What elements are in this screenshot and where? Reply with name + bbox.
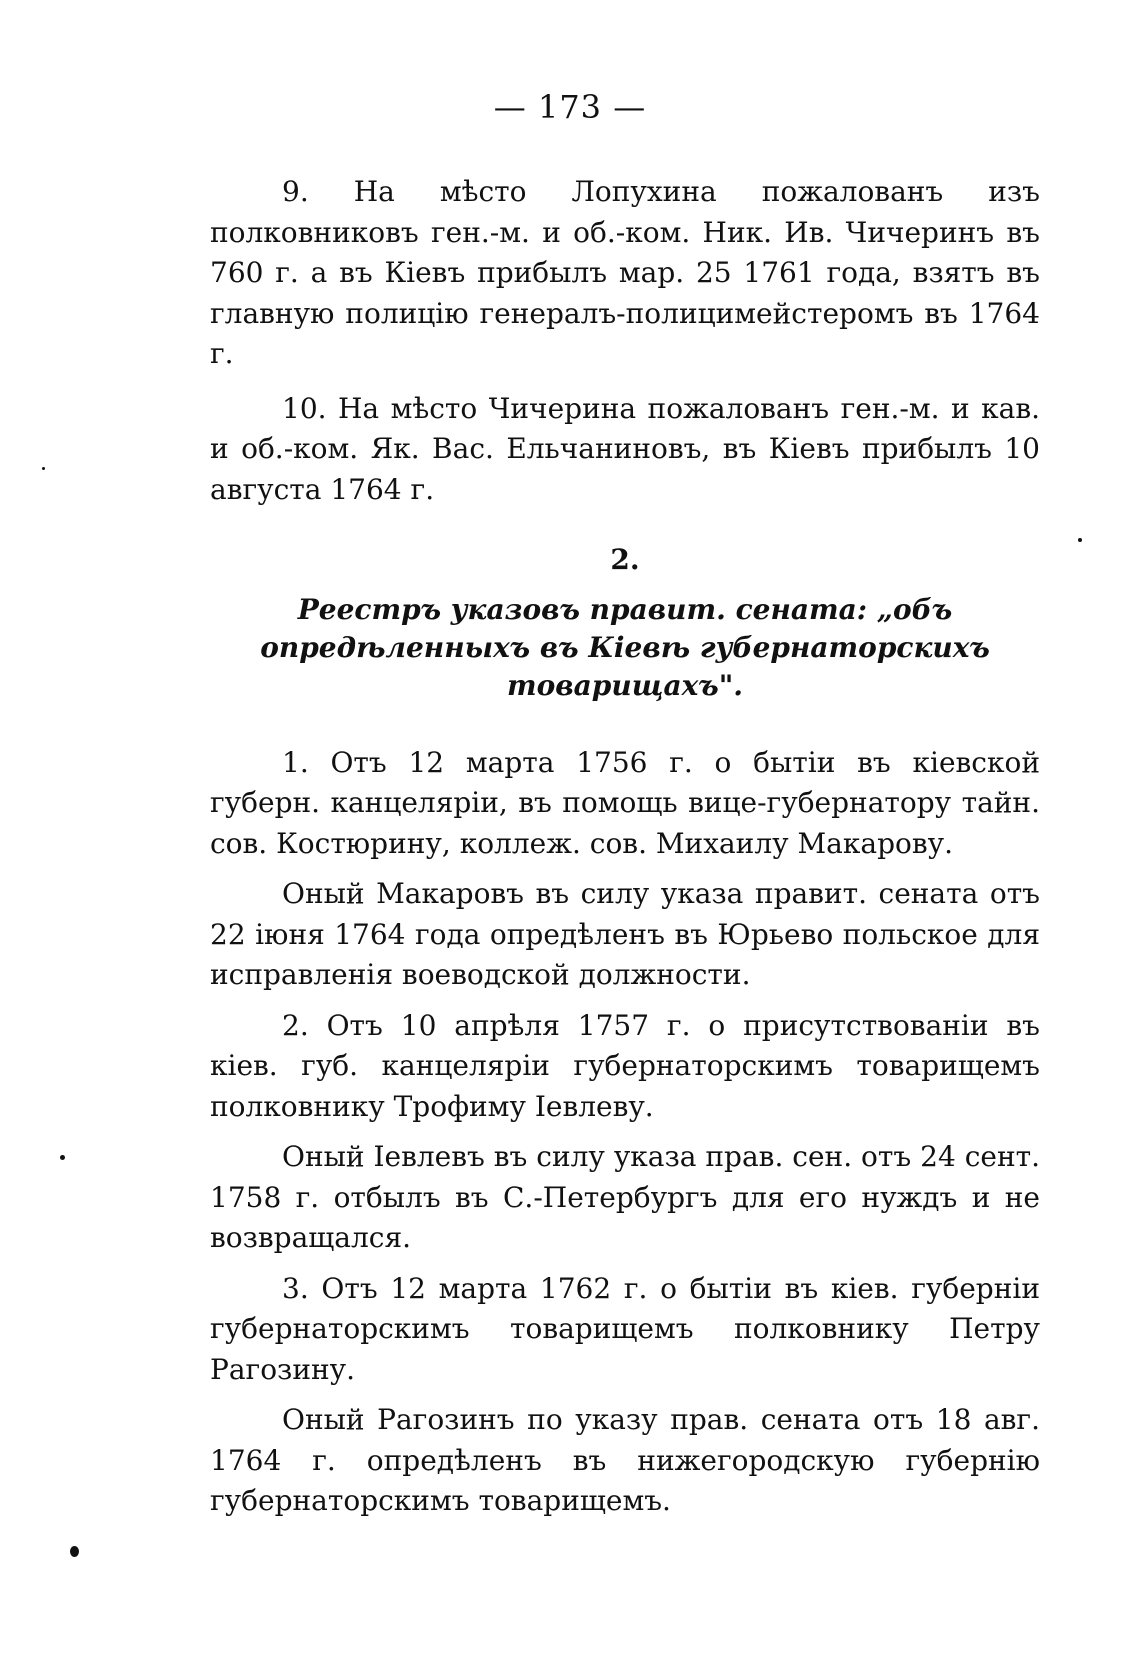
paragraph-entry-1: 1. Отъ 12 марта 1756 г. о бытіи въ кіевской губерн. канцеляріи, въ помощь вице-губернатору тайн. сов. Костюрину, коллеж. сов. Михаилу Макарову. bbox=[210, 745, 1040, 860]
scan-speck bbox=[70, 1546, 79, 1557]
scan-speck bbox=[1078, 538, 1082, 542]
paragraph-item-10: 10. На мѣсто Чичерина пожалованъ ген.-м. и кав. и об.-ком. Як. Вас. Ельчаниновъ, въ Кіевъ прибылъ 10 августа 1764 г. bbox=[210, 391, 1040, 506]
paragraph-entry-1-note: Оный Макаровъ въ силу указа правит. сената отъ 22 іюня 1764 года опредѣленъ въ Юрьево польское для исправленія воеводской должности. bbox=[210, 877, 1040, 991]
scan-speck bbox=[42, 467, 45, 470]
scan-speck bbox=[60, 1155, 65, 1160]
page-body bbox=[210, 172, 1040, 1532]
paragraph-entry-2-note: Оный Іевлевъ въ силу указа прав. сен. отъ 24 сент. 1758 г. отбылъ въ С.-Петербургъ для его нуждъ и не возвращался. bbox=[210, 1140, 1040, 1254]
paragraph-entry-2: 2. Отъ 10 апрѣля 1757 г. о присутствованіи въ кіев. губ. канцеляріи губернаторскимъ товарищемъ полковнику Трофиму Іевлеву. bbox=[210, 1008, 1040, 1123]
paragraph-entry-3-note: Оный Рагозинъ по указу прав. сената отъ 18 авг. 1764 г. опредѣленъ въ нижегородскую губернію губернаторскимъ товарищемъ. bbox=[210, 1403, 1040, 1517]
section-title: Реестръ указовъ правит. сената: „объ опредѣленныхъ въ Кіевѣ губернаторскихъ товарищахъ". bbox=[260, 592, 990, 702]
paragraph-entry-3: 3. Отъ 12 марта 1762 г. о бытіи въ кіев. губерніи губернаторскимъ товарищемъ полковнику Петру Рагозину. bbox=[210, 1271, 1040, 1386]
page-number: — 173 — bbox=[493, 88, 647, 126]
section-number: 2. bbox=[610, 543, 640, 576]
paragraph-item-9: 9. На мѣсто Лопухина пожалованъ изъ полковниковъ ген.-м. и об.-ком. Ник. Ив. Чичеринъ въ 760 г. а въ Кіевъ прибылъ мар. 25 1761 года, взятъ въ главную полицію генералъ-полицимейстеромъ въ 1764 г. bbox=[210, 175, 1040, 370]
